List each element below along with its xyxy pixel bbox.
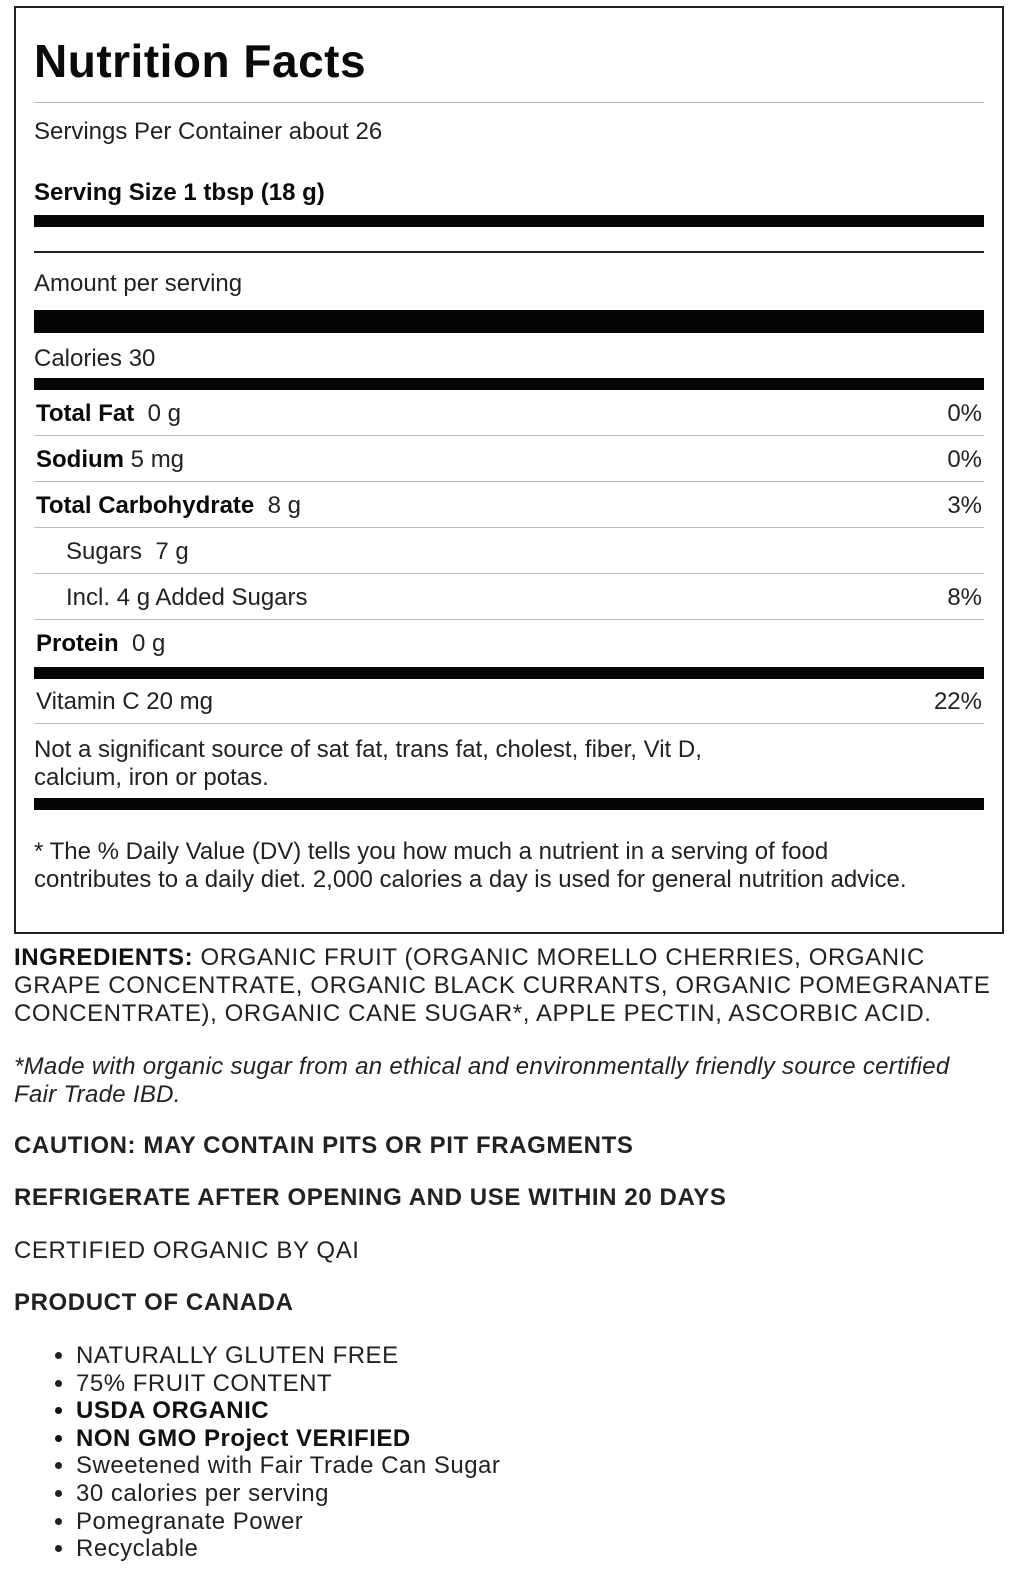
not-significant-note: Not a significant source of sat fat, trans fat, cholest, fiber, Vit D, calcium, iron or potas. [34, 736, 702, 791]
list-item: • 75% FRUIT CONTENT [76, 1370, 500, 1398]
nutrition-facts-title: Nutrition Facts [34, 35, 367, 87]
nutrient-row [34, 530, 984, 574]
nutrient-dv: 3% [947, 492, 982, 519]
daily-value-note: * The % Daily Value (DV) tells you how much a nutrient in a serving of food contributes to a daily diet. 2,000 calories a day is used for general nutrition advice. [34, 838, 907, 893]
nutrient-row [34, 484, 984, 528]
nutrient-name: Sugars [66, 538, 143, 565]
thick-rule [34, 667, 984, 679]
nutrient-name: Total Carbohydrate [36, 492, 255, 519]
nutrient-amount: 7 g [155, 538, 189, 565]
nutrient-name: Sodium [36, 446, 124, 473]
product-of-text: PRODUCT OF CANADA [14, 1289, 294, 1316]
calories [34, 345, 155, 373]
list-item: • NON GMO Project VERIFIED [76, 1425, 500, 1453]
serving-size-value: 1 tbsp (18 g) [183, 179, 325, 206]
feature-list [14, 1342, 500, 1563]
nutrient-dv: 0% [947, 446, 982, 473]
nutrient-amount: 0 g [147, 400, 181, 427]
list-item: • 30 calories per serving [76, 1480, 500, 1508]
thick-rule [34, 310, 984, 333]
amount-per-serving: Amount per serving [34, 270, 243, 297]
nutrient-row [34, 392, 984, 436]
nutrient-row [34, 622, 984, 666]
caution-text: CAUTION: MAY CONTAIN PITS OR PIT FRAGMENTS [14, 1132, 634, 1159]
vitamin-name: Vitamin C 20 mg [36, 688, 213, 715]
nutrition-facts-panel [14, 6, 1004, 934]
nutrient-dv: 0% [947, 400, 982, 427]
calories-value: 30 [128, 345, 156, 372]
list-item: • Sweetened with Fair Trade Can Sugar [76, 1452, 500, 1480]
nutrient-name: Protein [36, 630, 119, 657]
list-item: • Recyclable [76, 1535, 500, 1563]
rule [34, 251, 984, 253]
nutrient-amount: 5 mg [130, 446, 185, 473]
refrigerate-text: REFRIGERATE AFTER OPENING AND USE WITHIN 20 DAYS [14, 1184, 727, 1211]
nutrient-row [34, 576, 984, 620]
nutrient-amount: 0 g [132, 630, 166, 657]
divider [34, 102, 984, 103]
certified-text: CERTIFIED ORGANIC BY QAI [14, 1237, 360, 1264]
serving-size-label: Serving Size [34, 179, 177, 206]
thick-rule [34, 378, 984, 390]
nutrient-row [34, 438, 984, 482]
nutrient-amount: 8 g [267, 492, 301, 519]
thick-rule [34, 798, 984, 810]
vitamin-dv: 22% [933, 688, 982, 715]
sugar-note: *Made with organic sugar from an ethical and environmentally friendly source certified Fair Trade IBD. [14, 1053, 950, 1108]
nutrient-name: Incl. 4 g Added Sugars [66, 584, 308, 611]
nutrient-name: Total Fat [36, 400, 135, 427]
list-item: • NATURALLY GLUTEN FREE [76, 1342, 500, 1370]
ingredients-heading: INGREDIENTS: [14, 944, 194, 971]
nutrient-dv: 8% [947, 584, 982, 611]
list-item: • Pomegranate Power [76, 1508, 500, 1536]
thick-rule [34, 215, 984, 227]
ingredients: INGREDIENTS: ORGANIC FRUIT (ORGANIC MORELLO CHERRIES, ORGANIC GRAPE CONCENTRATE, ORGANIC BLACK CURRANTS, ORGANIC POMEGRANATE CONCENTRATE), ORGANIC CANE SUGAR*, APPLE PECTIN, ASCORBIC ACID. [14, 944, 991, 1027]
vitamin-row [34, 680, 984, 724]
servings-per-container: Servings Per Container about 26 [34, 118, 383, 145]
list-item: • USDA ORGANIC [76, 1397, 500, 1425]
serving-size [34, 179, 325, 207]
calories-label: Calories [34, 345, 123, 372]
